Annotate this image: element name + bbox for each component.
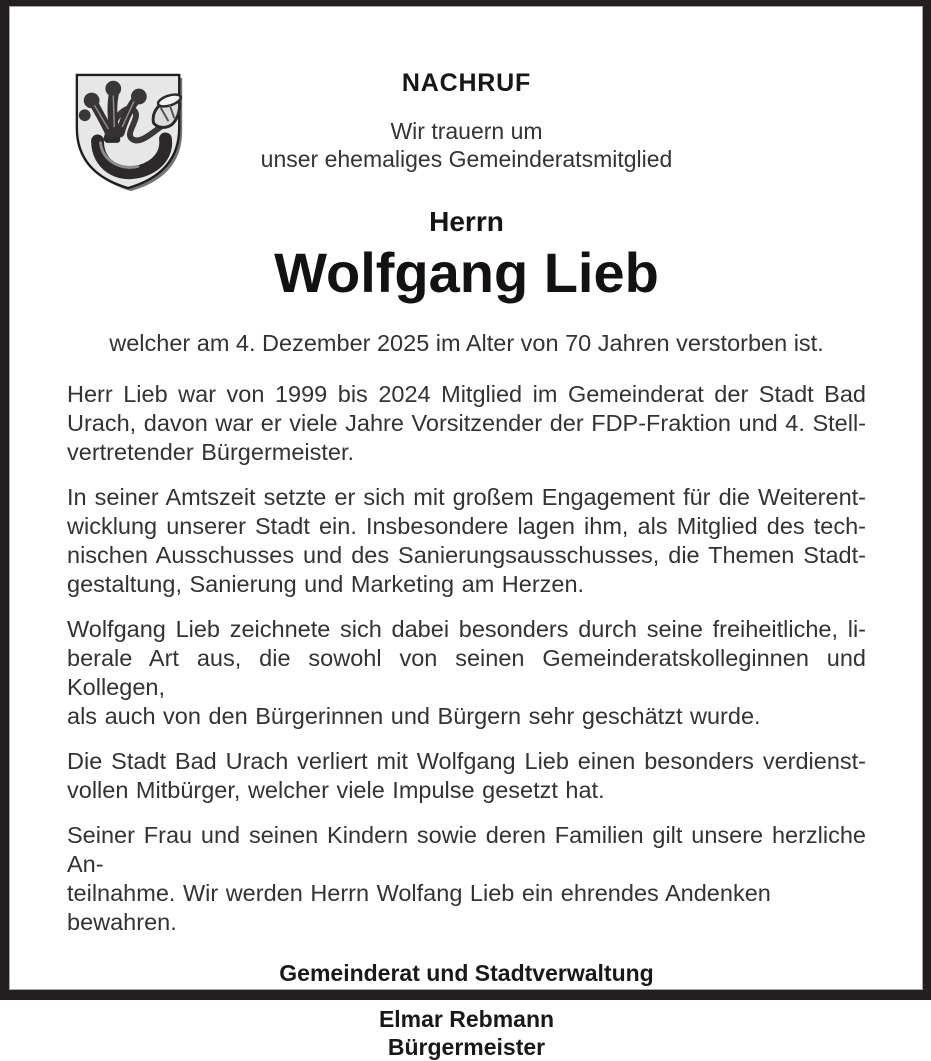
intro-line-1: Wir trauern um [390, 118, 543, 144]
paragraph-line: Seiner Frau und seinen Kindern sowie deren Familien gilt unsere herzliche An- [67, 822, 866, 877]
signer-title: Bürgermeister [387, 1034, 546, 1060]
deceased-name: Wolfgang Lieb [274, 241, 659, 304]
plume-tip-ball-left [84, 93, 100, 109]
paragraph-line: Urach, davon war er viele Jahre Vorsitzender der FDP-Fraktion und 4. Stell- [67, 410, 866, 436]
paragraph-line: Herr Lieb war von 1999 bis 2024 Mitglied im Gemeinderat der Stadt Bad [67, 381, 866, 407]
plume-tip-ball-middle [105, 81, 121, 97]
coat-of-arms-hunting-horn-icon [67, 68, 195, 194]
paragraph-line: wicklung unserer Stadt ein. Insbesondere lagen ihm, als Mitglied des tech- [67, 513, 866, 539]
paragraph-line: berale Art aus, die sowohl von seinen Gemeinderatskolleginnen und Kollegen, [67, 645, 866, 700]
paragraph [67, 380, 866, 467]
salutation: Herrn [429, 206, 504, 237]
paragraph-line: Wolfgang Lieb zeichnete sich dabei besonders durch seine freiheitliche, li- [67, 616, 866, 642]
death-statement: welcher am 4. Dezember 2025 im Alter von 70 Jahren verstorben ist. [109, 330, 824, 356]
signature-block [67, 1005, 866, 1061]
paragraph-line: Die Stadt Bad Urach verliert mit Wolfgang Lieb einen besonders verdienst- [67, 748, 866, 774]
paragraph-line: In seiner Amtszeit setzte er sich mit großem Engagement für die Weiterent- [67, 484, 866, 510]
paragraph [67, 821, 866, 937]
signer-name: Elmar Rebmann [378, 1006, 555, 1032]
paragraph [67, 747, 866, 805]
signature-organization: Gemeinderat und Stadtverwaltung [279, 960, 654, 986]
paragraph-line: gestaltung, Sanierung und Marketing am Herzen. [67, 571, 585, 597]
page-title: NACHRUF [401, 69, 532, 97]
paragraph [67, 483, 866, 599]
paragraph [67, 615, 866, 731]
paragraph-line: als auch von den Bürgerinnen und Bürgern sehr geschätzt wurde. [67, 703, 761, 729]
paragraph-line: nischen Ausschusses und des Sanierungsausschusses, die Themen Stadt- [67, 542, 866, 568]
paragraph-line: teilnahme. Wir werden Herrn Wolfang Lieb ein ehrendes Andenken bewahren. [67, 880, 771, 935]
paragraph-line: vertretender Bürgermeister. [67, 439, 355, 465]
intro-line-2: unser ehemaliges Gemeinderatsmitglied [260, 146, 673, 172]
plume-tuft [79, 109, 91, 121]
obituary-content [9, 68, 923, 1061]
body-paragraphs [67, 380, 866, 937]
paragraph-line: vollen Mitbürger, welcher viele Impulse gesetzt hat. [67, 777, 605, 803]
